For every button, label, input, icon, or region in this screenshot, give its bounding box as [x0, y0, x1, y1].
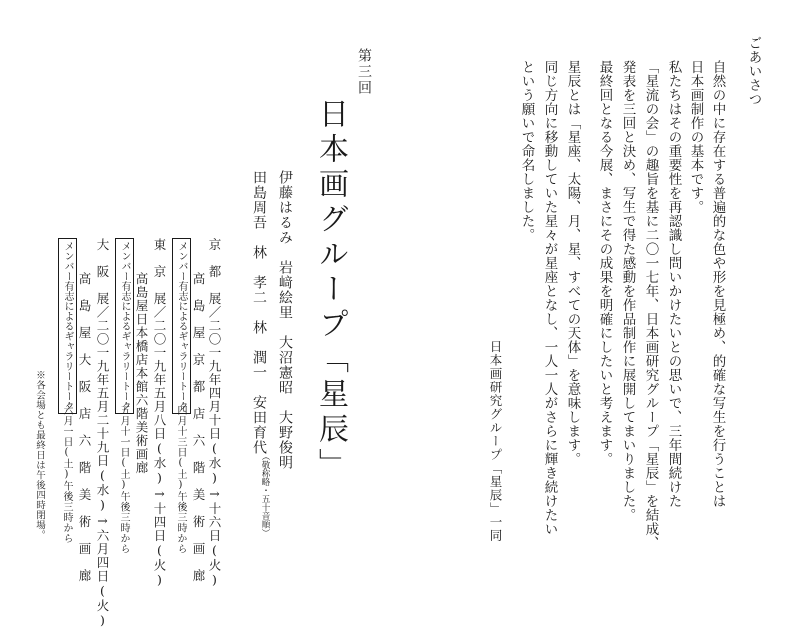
tokyo-schedule: 東 京 展／二〇一九年五月八日(水)→十四日(火): [152, 238, 167, 588]
osaka-venue: 高 島 屋 大 阪 店 六 階 美 術 画 廊: [77, 272, 92, 583]
greeting-line-2: 日本画制作の基本です。: [687, 60, 704, 214]
tokyo-talk-label: メンバー有志によるギャラリートーク: [115, 238, 134, 414]
osaka-schedule: 大 阪 展／二〇一九年五月二十九日(水)→六月四日(火): [95, 238, 110, 629]
tokyo-talk-date: 五月十一日(土)午後三時から: [118, 405, 129, 554]
greeting-line-3: 私たちはその重要性を再認識し問いかけたいとの思いで、三年間続けた: [665, 60, 682, 508]
members-row-2: 田島周吾 林 孝二 林 潤一 安田育代: [251, 170, 267, 455]
osaka-talk-date: 六月一日(土)午後三時から: [61, 405, 72, 544]
greeting-signature: 日本画研究グループ「星辰」一同: [488, 340, 503, 543]
kyoto-venue: 高 島 屋 京 都 店 六 階 美 術 画 廊: [191, 272, 206, 583]
exhibition-title: 日本画グループ「星辰」: [313, 98, 348, 483]
kyoto-talk-label: メンバー有志によるギャラリートーク: [172, 238, 191, 414]
exhibition-series: 第三回: [356, 48, 372, 96]
tokyo-venue: 高島屋日本橋店本館六階美術画廊: [134, 272, 149, 475]
greeting-line-1: 自然の中に存在する普遍的な色や形を見極め、的確な写生を行うことは: [709, 60, 726, 508]
greeting-line-6: 最終回となる今展、まさにその成果を明確にしたいと考えます。: [596, 60, 613, 466]
kyoto-talk-date: 四月十三日(土)午後三時から: [175, 405, 186, 554]
greeting-line-9: という願いで命名しました。: [518, 60, 535, 242]
kyoto-schedule: 京 都 展／二〇一九年四月十日(水)→十六日(火): [207, 238, 222, 588]
greeting-line-8: 同じ方向に移動していた星々が星座となし、一人一人がさらに輝き続けたい: [541, 60, 558, 536]
greeting-heading: ごあいさつ: [745, 36, 762, 106]
closing-time-note: ※各会場とも最終日は午後四時閉場。: [34, 370, 45, 540]
greeting-line-5: 発表を三回と決め、写生で得た感動を作品制作に展開してまいりました。: [619, 60, 636, 522]
osaka-talk-label: メンバー有志によるギャラリートーク: [58, 238, 77, 414]
members-row-1: 伊藤はるみ 岩﨑絵里 大沼憲昭 大野俊明: [277, 170, 293, 470]
members-note: （敬称略・五十音順）: [260, 452, 270, 537]
greeting-line-7: 星辰とは「星座、太陽、月、星、すべての天体」を意味します。: [564, 60, 581, 466]
greeting-line-4: 「星流の会」の趣旨を基に二〇一七年、日本画研究グループ「星辰」を結成、: [642, 60, 659, 550]
